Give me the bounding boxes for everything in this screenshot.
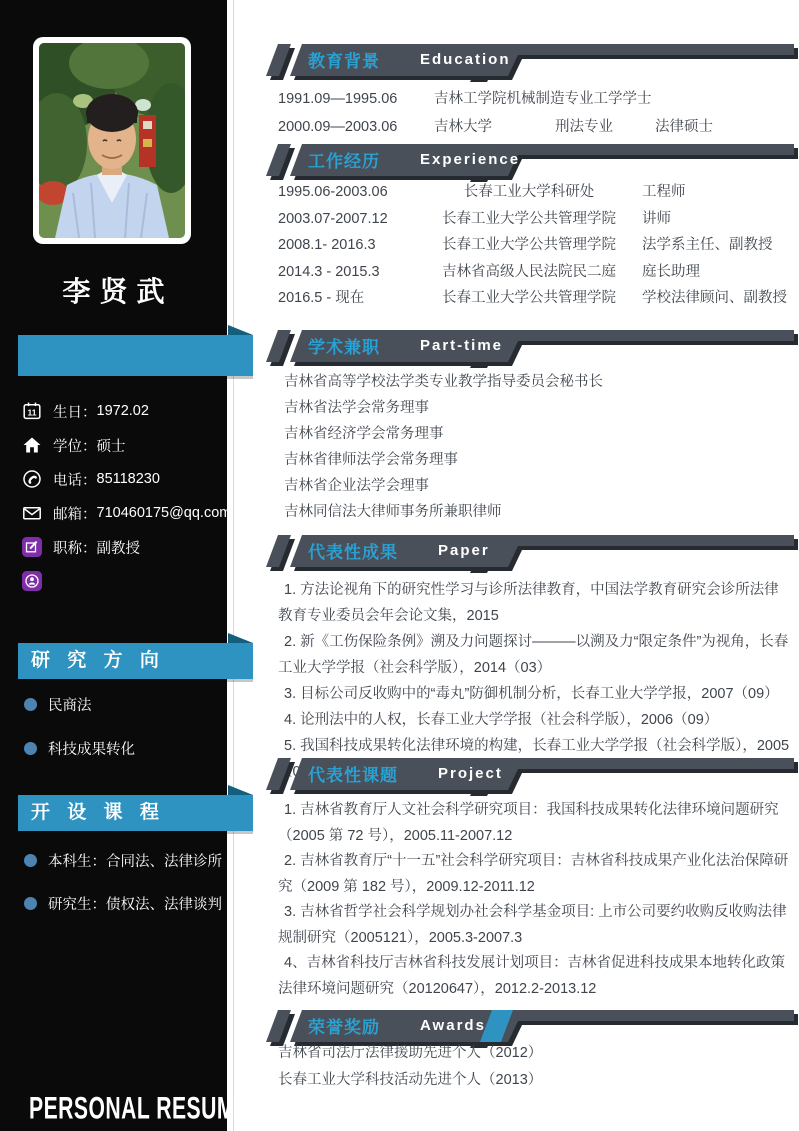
list-item: 2. 新《工伤保险条例》溯及力问题探讨———以溯及力“限定条件”为视角，长春工业大学学报（社会科学版），2014（03）: [278, 634, 789, 676]
profile-photo: [33, 37, 191, 244]
section-title-cn: 教育背景: [308, 52, 380, 71]
ribbon-fold: [228, 325, 253, 335]
major: 刑法专业: [555, 119, 613, 135]
section-title-en: Education: [420, 51, 511, 68]
date-range: 2000.09—2003.06: [278, 119, 398, 135]
paper-content: [278, 577, 792, 785]
info-row-title: [22, 536, 222, 558]
sidebar: [0, 0, 250, 1131]
table-row: [278, 88, 792, 110]
section-header-project: [264, 756, 799, 802]
table-row: [278, 116, 792, 138]
table-row: [278, 285, 792, 312]
courses-banner-title: 开 设 课 程: [31, 802, 165, 823]
info-row-contact-card: [22, 570, 222, 592]
list-item: 吉林省法学会常务理事: [284, 400, 429, 416]
info-row-birthday: [22, 400, 222, 422]
home-icon: [22, 435, 42, 455]
table-row: [278, 179, 792, 206]
calendar-icon: [22, 401, 42, 421]
section-title-cn: 代表性课题: [308, 766, 398, 785]
contact-icon: [22, 571, 42, 591]
school: 吉林大学: [434, 119, 492, 135]
bullet-icon: [24, 698, 37, 711]
section-title-en: Experience: [420, 151, 521, 168]
date-range: 2003.07-2007.12: [278, 210, 388, 227]
info-row-degree: [22, 434, 222, 456]
list-item: 吉林省企业法学会理事: [284, 478, 429, 494]
person-name: 李贤武: [62, 276, 174, 307]
ribbon-fold: [228, 785, 253, 795]
ribbon-fold: [228, 633, 253, 643]
date-range: 1991.09—1995.06: [278, 91, 398, 107]
research-banner-title: 研 究 方 向: [31, 650, 165, 671]
parttime-content: [278, 369, 792, 525]
courses-list: [24, 850, 224, 936]
page-edge-line: [233, 0, 234, 1131]
name-ribbon: [18, 335, 253, 376]
research-item: 科技成果转化: [48, 742, 135, 758]
info-value: 副教授: [96, 540, 140, 557]
info-label: 生日：: [53, 404, 97, 421]
experience-content: [278, 179, 792, 312]
organization: 长春工业大学公共管理学院: [442, 237, 616, 253]
organization: 吉林省高级人民法院民二庭: [442, 263, 616, 280]
job-title: 工程师: [642, 184, 686, 200]
job-title: 讲师: [642, 210, 671, 227]
list-item: 长春工业大学科技活动先进个人（2013）: [278, 1072, 543, 1088]
organization: 长春工业大学科研处: [463, 184, 595, 200]
info-value: 1972.02: [96, 403, 149, 419]
info-row-phone: [22, 468, 222, 490]
info-value: 85118230: [96, 471, 160, 487]
list-item: 1. 方法论视角下的研究性学习与诊所法律教育，中国法学教育研究会诊所法律教育专业委员会年会论文集，2015: [278, 582, 779, 624]
job-title: 学校法律顾问、副教授: [642, 290, 787, 306]
project-content: [278, 798, 792, 1002]
awards-content: [278, 1040, 792, 1094]
table-row: [278, 232, 792, 259]
list-item: 吉林省高等学校法学类专业教学指导委员会秘书长: [284, 374, 603, 390]
list-item: 2. 吉林省教育厅“十一五”社会科学研究项目：吉林省科技成果产业化法治保障研究（2009 第 182 号），2009.12-2011.12: [278, 853, 789, 895]
list-item: 3. 吉林省哲学社会科学规划办社会科学基金项目: 上市公司要约收购反收购法律规制研究（2005121），2005.3-2007.3: [278, 904, 787, 946]
section-title-cn: 代表性成果: [308, 543, 398, 562]
list-item: 4. 论刑法中的人权，长春工业大学学报（社会科学版），2006（09）: [284, 712, 719, 728]
degree: 法律硕士: [655, 119, 713, 135]
section-title-en: Project: [438, 765, 503, 782]
table-row: [278, 206, 792, 233]
section-title-cn: 学术兼职: [308, 338, 380, 357]
research-list: [24, 694, 224, 782]
date-range: 2016.5 - 现在: [278, 290, 365, 306]
table-row: [278, 259, 792, 286]
research-item: 民商法: [48, 698, 92, 714]
date-range: 1995.06-2003.06: [278, 184, 388, 200]
list-item: 5. 我国科技成果转化法律环境的构建，长春工业大学学报（社会科学版），2005 0: [284, 738, 790, 780]
list-item: 吉林省经济学会常务理事: [284, 426, 444, 442]
phone-icon: [22, 469, 42, 489]
section-title-cn: 荣誉奖励: [308, 1018, 380, 1037]
svg-text:11: 11: [27, 407, 37, 418]
section-header-paper: [264, 533, 799, 579]
info-value: 硕士: [96, 438, 126, 455]
list-item: 4、吉林省科技厅吉林省科技发展计划项目：吉林省促进科技成果本地转化政策法律环境问题研究（20120647），2012.2-2013.12: [278, 955, 786, 997]
list-item: [24, 893, 224, 914]
main-column: [264, 0, 799, 1131]
section-title-en: Awards: [420, 1017, 486, 1034]
list-item: [24, 738, 224, 759]
bullet-icon: [24, 854, 37, 867]
courses-banner: [18, 795, 253, 831]
list-item: [24, 850, 224, 871]
list-item: 3. 目标公司反收购中的“毒丸”防御机制分析，长春工业大学学报，2007（09）: [284, 686, 779, 702]
job-title: 庭长助理: [642, 263, 700, 280]
list-item: 吉林省司法厅法律援助先进个人（2012）: [278, 1045, 543, 1061]
info-label: 电话：: [53, 472, 97, 489]
list-item: 吉林同信法大律师事务所兼职律师: [284, 504, 502, 520]
education-detail: 吉林工学院机械制造专业工学学士: [434, 91, 652, 107]
info-value: 710460175@qq.com: [96, 505, 232, 521]
list-item: 1. 吉林省教育厅人文社会科学研究项目：我国科技成果转化法律环境问题研究（2005 第 72 号），2005.11-2007.12: [278, 802, 779, 844]
section-title-en: Paper: [438, 542, 490, 559]
research-banner: [18, 643, 253, 679]
bullet-icon: [24, 742, 37, 755]
list-item: [24, 694, 224, 715]
bullet-icon: [24, 897, 37, 910]
course-item: 研究生：债权法、法律谈判: [48, 897, 222, 913]
section-header-education: [264, 42, 799, 88]
date-range: 2014.3 - 2015.3: [278, 263, 380, 280]
organization: 长春工业大学公共管理学院: [442, 290, 616, 306]
info-label: 邮箱：: [53, 506, 97, 523]
education-content: [278, 88, 792, 144]
organization: 长春工业大学公共管理学院: [442, 210, 616, 227]
section-title-cn: 工作经历: [308, 152, 380, 171]
edit-icon: [22, 537, 42, 557]
list-item: 吉林省律师法学会常务理事: [284, 452, 458, 468]
job-title: 法学系主任、副教授: [642, 237, 773, 253]
info-label: 学位：: [53, 438, 97, 455]
section-header-parttime: [264, 328, 799, 374]
section-title-en: Part-time: [420, 337, 504, 354]
photo-illustration: [39, 43, 185, 238]
date-range: 2008.1- 2016.3: [278, 237, 376, 253]
mail-icon: [22, 503, 42, 523]
course-item: 本科生：合同法、法律诊所: [48, 854, 222, 870]
personal-resume-logo: PERSONAL RESUME: [29, 1090, 250, 1126]
info-label: 职称：: [53, 540, 97, 557]
contact-info-list: [22, 400, 232, 604]
info-row-email: [22, 502, 232, 524]
